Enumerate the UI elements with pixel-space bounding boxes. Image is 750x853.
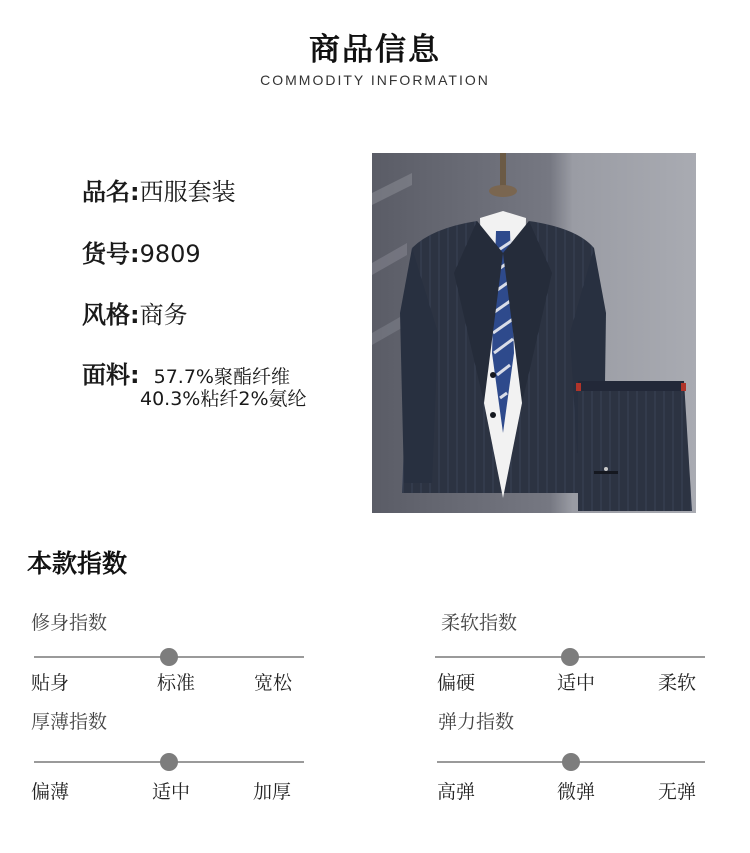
- soft-label-mid: 适中: [557, 672, 596, 694]
- thick-label-mid: 适中: [152, 781, 191, 803]
- elastic-label-left: 高弹: [437, 781, 476, 803]
- info-style-row: [82, 295, 188, 330]
- elastic-index-knob: [562, 753, 580, 771]
- info-fabric-key: 面料:: [82, 361, 140, 389]
- fit-label-mid: 标准: [157, 672, 196, 694]
- info-name-row: [82, 172, 236, 207]
- info-name-key: 品名:: [82, 178, 140, 206]
- fit-index-knob: [160, 648, 178, 666]
- page-subtitle: COMMODITY INFORMATION: [260, 72, 490, 88]
- info-sku-row: [82, 234, 201, 269]
- info-fabric-line1: 57.7%聚酯纤维: [153, 366, 290, 388]
- thick-label-right: 加厚: [253, 781, 292, 803]
- info-sku-key: 货号:: [82, 240, 140, 268]
- suit-on-mannequin-photo: [372, 153, 696, 513]
- page-title: 商品信息: [309, 32, 441, 68]
- fit-index-title: 修身指数: [31, 612, 108, 634]
- elastic-index-title: 弹力指数: [438, 711, 515, 733]
- elastic-label-mid: 微弹: [557, 781, 596, 803]
- fit-label-left: 贴身: [31, 672, 70, 694]
- section-title: 本款指数: [27, 549, 128, 578]
- info-fabric-line2: 40.3%粘纤2%氨纶: [140, 388, 307, 410]
- elastic-label-right: 无弹: [658, 781, 697, 803]
- soft-index-title: 柔软指数: [441, 612, 518, 634]
- soft-index-knob: [561, 648, 579, 666]
- product-photo: [372, 153, 696, 513]
- thick-index-knob: [160, 753, 178, 771]
- info-name-value: 西服套装: [139, 178, 236, 206]
- info-style-value: 商务: [139, 301, 188, 329]
- fit-label-right: 宽松: [254, 672, 293, 694]
- info-sku-value: 9809: [139, 240, 201, 268]
- thick-label-left: 偏薄: [31, 781, 70, 803]
- soft-label-right: 柔软: [658, 672, 697, 694]
- info-style-key: 风格:: [82, 301, 140, 329]
- soft-label-left: 偏硬: [437, 672, 476, 694]
- thick-index-title: 厚薄指数: [31, 711, 108, 733]
